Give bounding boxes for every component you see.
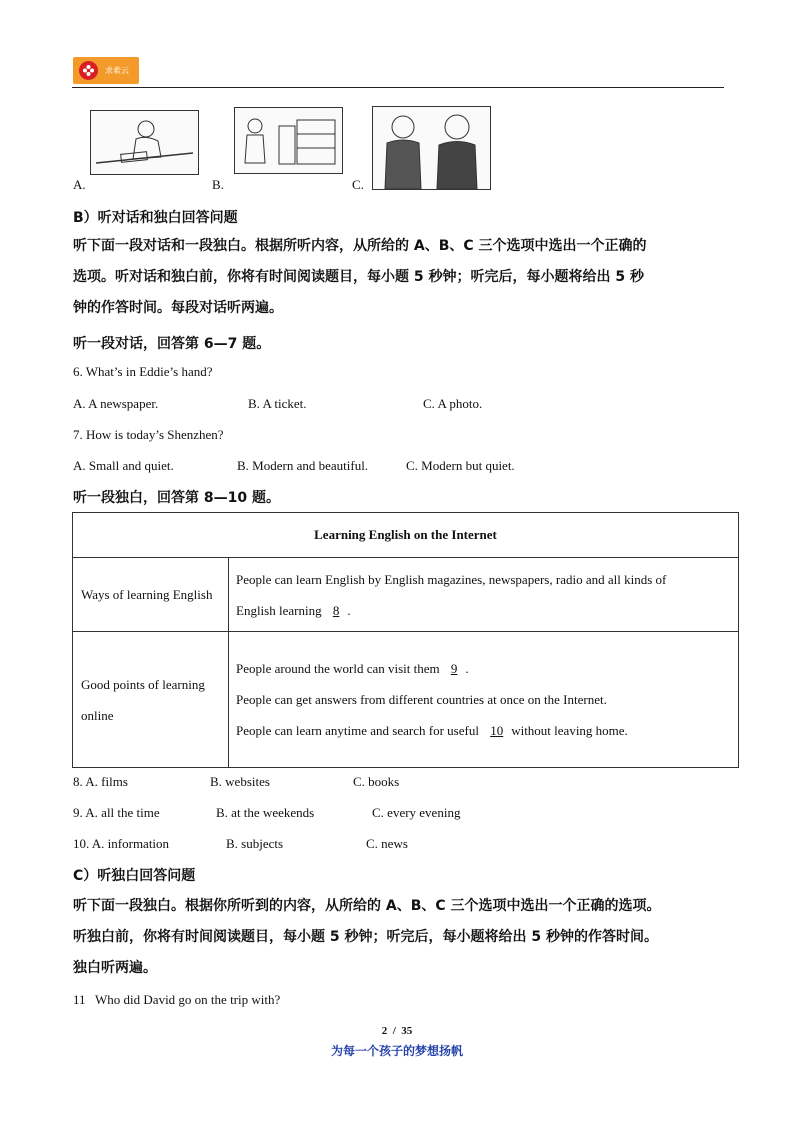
question-7-option-b: B. Modern and beautiful. — [237, 458, 369, 473]
table-line — [236, 715, 732, 746]
question-8-option-c: C. books — [353, 774, 400, 789]
blank-9: 9 — [450, 661, 458, 676]
section-c-instructions-line: 独白听两遍。 — [73, 960, 157, 976]
table-text: . — [347, 602, 351, 618]
question-6-stem: 6. What’s in Eddie’s hand? — [73, 364, 213, 379]
question-8-option-b: B. websites — [210, 774, 270, 789]
table-row — [73, 632, 739, 768]
row-label-good-points — [73, 632, 229, 768]
table-line — [236, 653, 732, 684]
section-c-heading: C）听独白回答问题 — [73, 868, 196, 884]
section-c-instructions-line: 听下面一段独白。根据你所听到的内容，从所给的 A、B、C 三个选项中选出一个正确的选项。 — [73, 898, 661, 914]
row-content-good-points — [229, 632, 739, 768]
question-11-stem: 11 Who did David go on the trip with? — [73, 992, 281, 1007]
header-divider — [72, 87, 724, 88]
section-b-instructions-line: 钟的作答时间。每段对话听两遍。 — [73, 300, 283, 316]
picture-c-label: C. — [352, 177, 364, 192]
table-text: without leaving home. — [511, 723, 628, 738]
question-6-option-a: A. A newspaper. — [73, 396, 159, 411]
question-9-option-c: C. every evening — [372, 805, 461, 820]
question-10-option-b: B. subjects — [226, 836, 284, 851]
logo — [73, 57, 139, 84]
table-line: People can learn English by English magazines, newspapers, radio and all kinds of — [236, 571, 667, 587]
question-10-option-c: C. news — [366, 836, 408, 851]
table-row — [73, 558, 739, 632]
section-b-heading: B）听对话和独白回答问题 — [73, 210, 238, 226]
question-8-option-a: 8. A. films — [73, 774, 128, 789]
question-7-option-a: A. Small and quiet. — [73, 458, 174, 473]
logo-text: 求索云 — [105, 66, 129, 75]
table-row — [73, 513, 739, 558]
dialogue-intro: 听一段对话，回答第 6—7 题。 — [73, 336, 271, 352]
section-c-instructions — [73, 891, 743, 984]
picture-b-library — [234, 107, 343, 174]
row-label-line: online — [81, 707, 114, 723]
question-6-option-b: B. A ticket. — [248, 396, 307, 411]
flower-icon — [79, 61, 98, 80]
blank-8: 8 — [332, 602, 340, 618]
question-7-option-c: C. Modern but quiet. — [406, 458, 515, 473]
row-content-ways — [229, 558, 739, 632]
monologue-intro: 听一段独白，回答第 8—10 题。 — [73, 490, 280, 506]
blank-10: 10 — [490, 723, 504, 738]
section-b-instructions-line: 选项。听对话和独白前，你将有时间阅读题目，每小题 5 秒钟；听完后，每小题将给出 5 秒 — [73, 269, 644, 285]
page-number: 2 / 35 — [381, 1025, 413, 1037]
picture-a-writing-boy — [90, 110, 199, 175]
row-label-line: Good points of learning — [81, 676, 205, 692]
notes-table — [72, 512, 739, 768]
section-b-instructions-line: 听下面一段对话和一段独白。根据所听内容，从所给的 A、B、C 三个选项中选出一个正确的 — [73, 238, 647, 254]
table-line: People can get answers from different countries at once on the Internet. — [236, 692, 607, 707]
section-c-instructions-line: 听独白前，你将有时间阅读题目，每小题 5 秒钟；听完后，每小题将给出 5 秒钟的作答时间。 — [73, 929, 658, 945]
table-text: People can learn anytime and search for useful — [236, 723, 479, 738]
section-b-instructions — [73, 231, 733, 324]
table-text: People around the world can visit them — [236, 661, 440, 676]
table-title: Learning English on the Internet — [73, 513, 739, 558]
question-10-option-a: 10. A. information — [73, 836, 170, 851]
table-text: . — [465, 661, 469, 676]
question-6-option-c: C. A photo. — [423, 396, 483, 411]
picture-c-two-people-talking — [372, 106, 491, 190]
table-line — [236, 595, 732, 626]
table-text: English learning — [236, 602, 322, 618]
picture-a-label: A. — [73, 177, 86, 192]
picture-b-label: B. — [212, 177, 224, 192]
question-9-option-b: B. at the weekends — [216, 805, 315, 820]
question-7-stem: 7. How is today’s Shenzhen? — [73, 427, 224, 442]
question-9-option-a: 9. A. all the time — [73, 805, 160, 820]
footer-slogan: 为每一个孩子的梦想扬帆 — [330, 1044, 463, 1058]
row-label-ways: Ways of learning English — [73, 558, 229, 632]
